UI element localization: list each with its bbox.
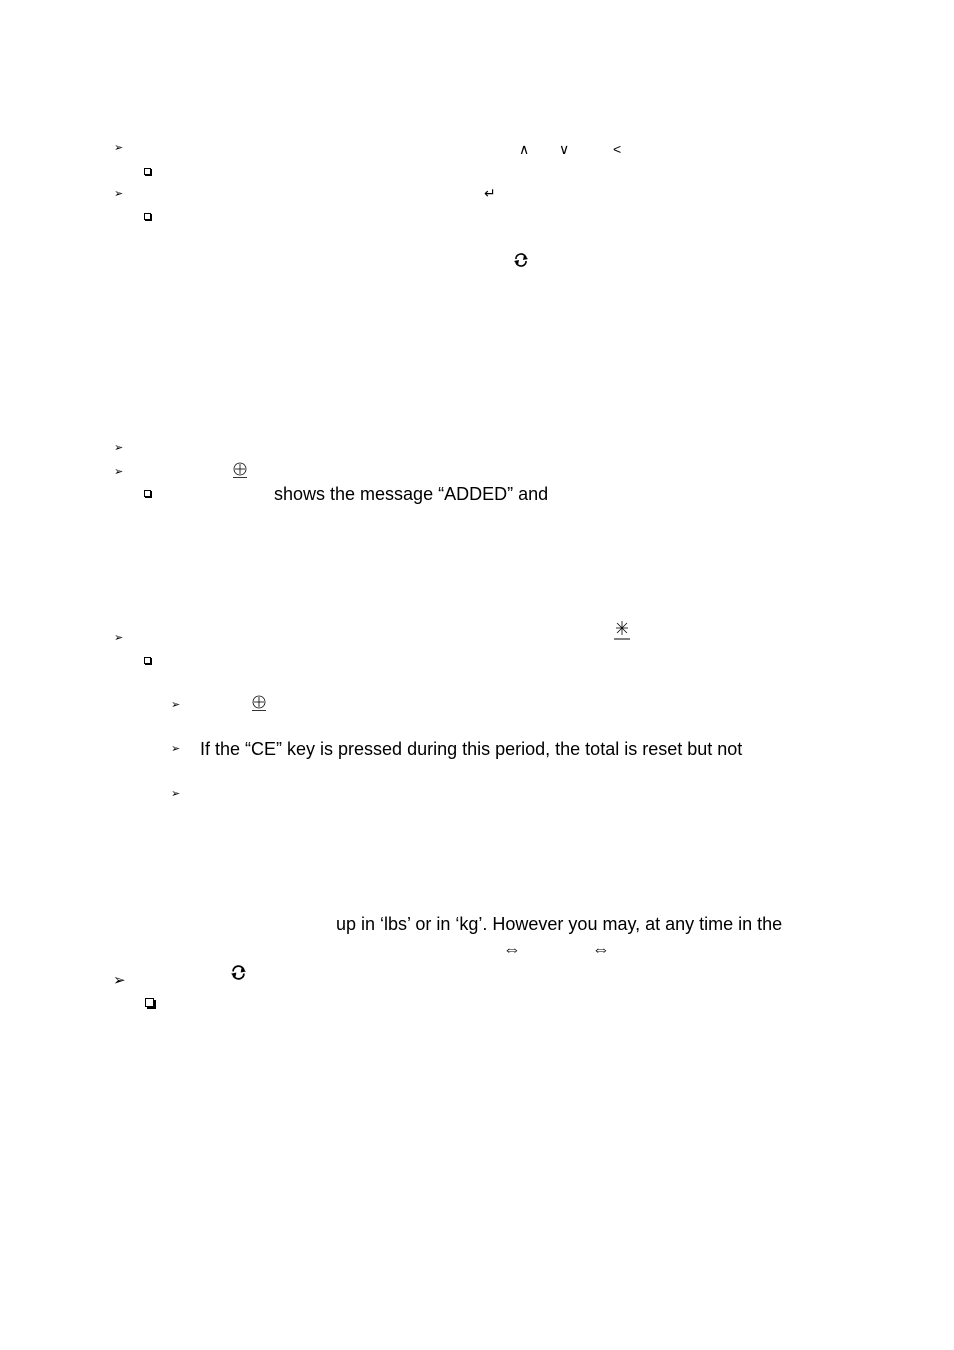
- arrow-bullet-icon: ➢: [171, 699, 181, 711]
- swap-icon: ⇔: [592, 939, 610, 959]
- added-message-text: shows the message “ADDED” and: [274, 484, 549, 504]
- circled-plus-icon: [232, 461, 248, 479]
- cycle-icon: [230, 965, 247, 980]
- up-key-icon: ∧: [519, 141, 530, 157]
- circled-plus-icon: [251, 694, 267, 712]
- arrow-bullet-icon: ➢: [114, 632, 124, 644]
- units-text: up in ‘lbs’ or in ‘kg’. However you may, at any time in the: [336, 914, 783, 934]
- enter-key-icon: ↵: [484, 185, 496, 201]
- square-bullet-icon: [144, 657, 151, 664]
- square-bullet-icon: [144, 490, 151, 497]
- arrow-bullet-icon: ➢: [114, 188, 124, 200]
- cycle-icon: [513, 253, 529, 267]
- arrow-bullet-icon: ➢: [171, 788, 181, 800]
- asterisk-icon: [614, 619, 630, 641]
- arrow-bullet-icon: ➢: [114, 466, 124, 478]
- arrow-bullet-icon: ➢: [171, 743, 181, 755]
- square-bullet-icon: [144, 168, 151, 175]
- square-bullet-icon: [145, 998, 154, 1007]
- arrow-bullet-icon: ➢: [114, 442, 124, 454]
- arrow-bullet-icon: ➢: [114, 142, 124, 154]
- ce-key-text: If the “CE” key is pressed during this period, the total is reset but not: [200, 739, 743, 759]
- swap-icon: ⇔: [503, 939, 521, 959]
- square-bullet-icon: [144, 213, 151, 220]
- arrow-bullet-icon: ➢: [113, 972, 126, 989]
- left-key-icon: <: [613, 141, 622, 157]
- down-key-icon: ∨: [559, 141, 570, 157]
